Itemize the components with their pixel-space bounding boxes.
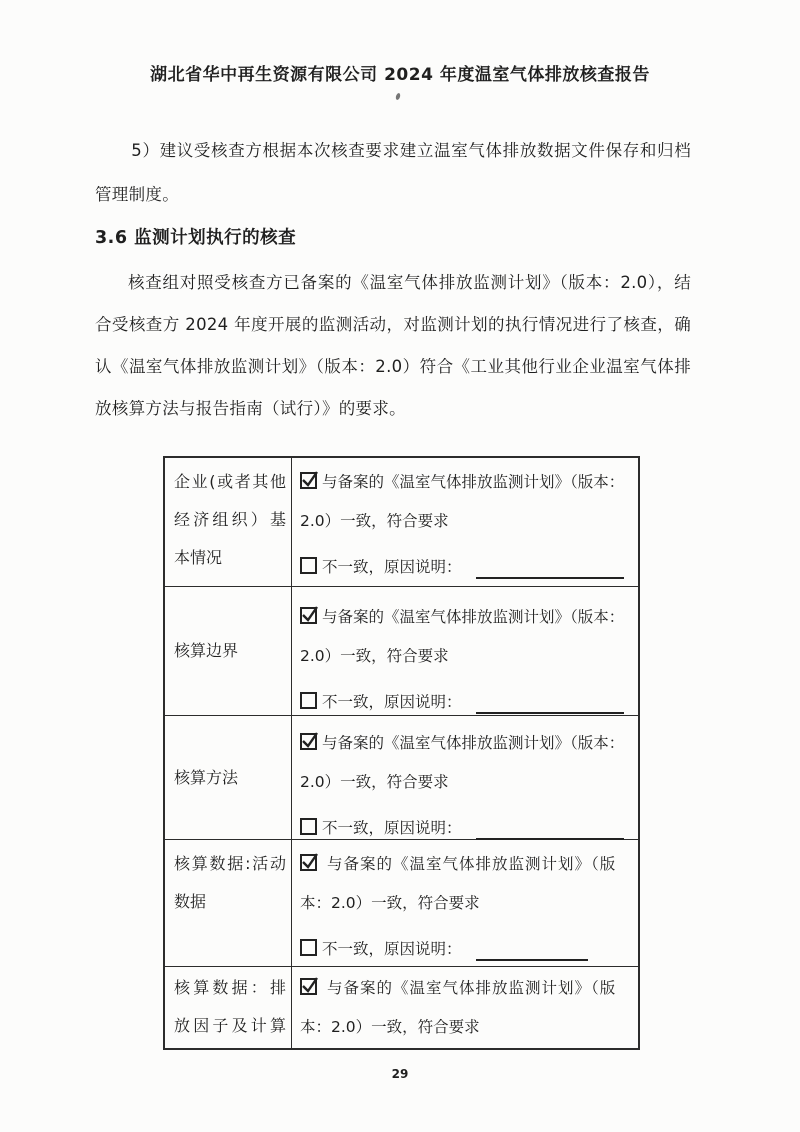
document-header-title: 湖北省华中再生资源有限公司 2024 年度温室气体排放核查报告 [150, 65, 650, 85]
checkbox-checked-icon [300, 733, 317, 750]
row-item-cell [165, 587, 292, 715]
table-row [165, 458, 638, 586]
agree-option [300, 596, 634, 635]
row-options-cell [292, 587, 638, 715]
monitoring-plan-verification-table [163, 456, 640, 1050]
table-row [165, 715, 638, 839]
row-item-cell [165, 967, 292, 1048]
checkbox-checked-icon [300, 472, 317, 489]
agree-option-text: 与备案的《温室气体排放监测计划》（版本： [322, 607, 625, 626]
disagree-option-text: 不一致，原因说明： [322, 692, 462, 711]
disagree-option-text: 不一致，原因说明： [322, 818, 462, 837]
item-line: 企业(或者其他 [174, 472, 286, 491]
checkbox-unchecked-icon [300, 818, 317, 835]
item-line: 本情况 [174, 548, 223, 567]
recommendation-item-5: 5）建议受核查方根据本次核查要求建立温室气体排放数据文件保存和归档管理制度。 [95, 141, 691, 204]
row-item-cell [165, 716, 292, 839]
item-line: 放因子及计算 [174, 1016, 286, 1035]
agree-option-text-cont: 2.0）一致，符合要求 [300, 511, 449, 530]
agree-option [300, 843, 634, 882]
agree-option-text: 与备案的《温室气体排放监测计划》（版 [327, 978, 617, 997]
checkbox-unchecked-icon [300, 692, 317, 709]
section-heading-3-6: 3.6 监测计划执行的核查 [95, 228, 297, 248]
table-row [165, 839, 638, 966]
agree-option [300, 461, 634, 500]
agree-option-text-cont: 本：2.0）一致，符合要求 [300, 893, 480, 912]
disagree-option-text: 不一致，原因说明： [322, 939, 462, 958]
blank-underline [476, 945, 588, 961]
agree-option [300, 722, 634, 761]
item-line: 数据 [174, 892, 207, 911]
row-item-cell [165, 840, 292, 966]
row-options-cell [292, 716, 638, 839]
item-line: 核算数据：排 [174, 978, 286, 997]
agree-option-text-cont: 2.0）一致，符合要求 [300, 772, 449, 791]
blank-underline [476, 563, 624, 579]
row-options-cell [292, 458, 638, 586]
item-line: 核算数据:活动 [174, 854, 286, 873]
disagree-option-text: 不一致，原因说明： [322, 557, 462, 576]
checkbox-checked-icon [300, 607, 317, 624]
scan-speck [395, 93, 401, 101]
checkbox-checked-icon [300, 978, 317, 995]
item-line: 核算方法 [174, 767, 239, 787]
section-paragraph: 核查组对照受核查方已备案的《温室气体排放监测计划》（版本：2.0），结合受核查方 2024 年度开展的监测活动，对监测计划的执行情况进行了核查，确认《温室气体排放监测计划》（版本：2.0）符合《工业其他行业企业温室气体排放核算方法与报告指南（试行）》的要求。 [95, 273, 691, 418]
disagree-option [300, 681, 634, 720]
item-line: 经济组织）基 [174, 510, 286, 529]
page-number: 29 [391, 1067, 409, 1081]
blank-underline [476, 698, 624, 714]
disagree-option [300, 546, 634, 585]
row-item-cell [165, 458, 292, 586]
agree-option-text-cont: 本：2.0）一致，符合要求 [300, 1017, 480, 1036]
checkbox-unchecked-icon [300, 557, 317, 574]
row-options-cell [292, 967, 638, 1048]
checkbox-unchecked-icon [300, 939, 317, 956]
blank-underline [476, 824, 624, 840]
agree-option [300, 967, 634, 1006]
agree-option-text-cont: 2.0）一致，符合要求 [300, 646, 449, 665]
item-line: 核算边界 [174, 641, 239, 660]
table-row [165, 586, 638, 715]
agree-option-text: 与备案的《温室气体排放监测计划》（版本： [322, 472, 625, 491]
row-options-cell [292, 840, 638, 966]
checkbox-checked-icon [300, 854, 317, 871]
disagree-option [300, 928, 634, 967]
agree-option-text: 与备案的《温室气体排放监测计划》（版 [327, 854, 617, 873]
table-row [165, 966, 638, 1048]
agree-option-text: 与备案的《温室气体排放监测计划》（版本： [322, 733, 625, 752]
